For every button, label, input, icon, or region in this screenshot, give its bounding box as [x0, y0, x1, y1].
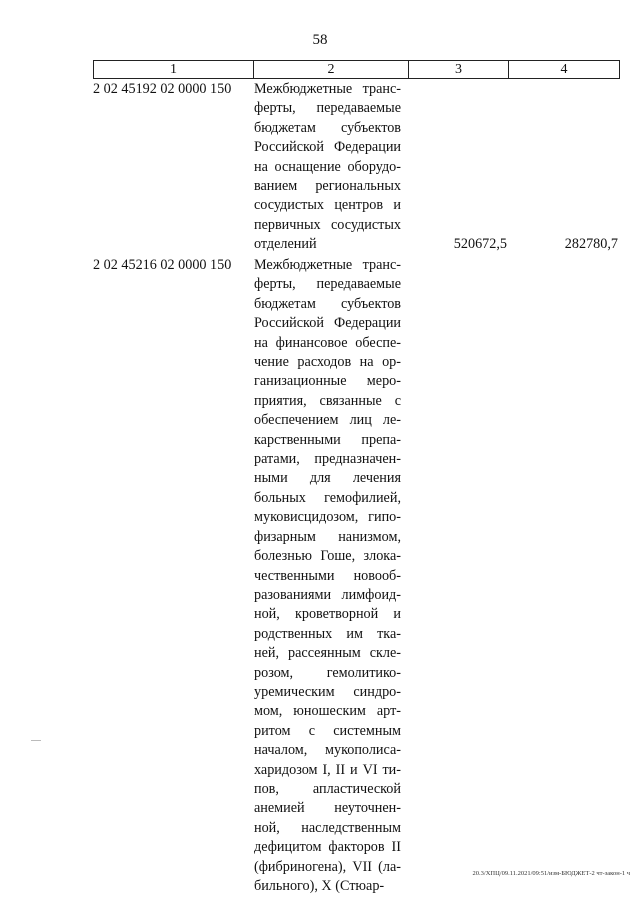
description-line: чественными новооб- — [254, 567, 401, 584]
description-line: ней, рассеянным скле- — [254, 645, 401, 662]
description-line: анемией неуточнен- — [254, 800, 401, 817]
scan-mark — [31, 740, 41, 741]
description-line: Российской Федерации — [254, 315, 401, 332]
description-line: родственных им тка- — [254, 625, 401, 642]
column-header-row — [94, 61, 620, 79]
description-line: отделений — [254, 236, 317, 253]
value-column-4: 282780,7 — [564, 236, 618, 252]
description-line: ратами, предназначен- — [254, 451, 401, 468]
footer-file-stamp: 20.3/ХПЦ/09.11.2021/09:51/изм-БЮДЖЕТ-2 чт-закон-1 ч — [472, 870, 630, 877]
description-line: Российской Федерации — [254, 139, 401, 156]
description-line: пов, апластической — [254, 780, 401, 797]
description-line: на финансовое обеспе- — [254, 334, 401, 351]
item-description — [254, 256, 401, 896]
description-line: сосудистых центров и — [254, 197, 401, 214]
description-line: ферты, передаваемые — [254, 100, 401, 117]
column-header-3: 3 — [409, 61, 509, 79]
description-line: на оснащение оборудо- — [254, 158, 401, 175]
description-line: муковисцидозом, гипо- — [254, 509, 401, 526]
description-line: мом, юношеским арт- — [254, 703, 401, 720]
description-line: разованиями лимфоид- — [254, 586, 401, 603]
column-header-2: 2 — [254, 61, 409, 79]
budget-code: 2 02 45216 02 0000 150 — [93, 257, 232, 273]
column-header-1: 1 — [94, 61, 254, 79]
description-line: ванием региональных — [254, 178, 401, 195]
description-line: ритом с системным — [254, 722, 401, 739]
table-row — [93, 80, 618, 260]
description-line: харидозом I, II и VI ти- — [254, 761, 401, 778]
description-line: ганизационные меро- — [254, 373, 401, 390]
description-line: обеспечением лиц ле- — [254, 412, 401, 429]
description-line: уремическим синдро- — [254, 683, 401, 700]
item-description — [254, 80, 401, 255]
description-line: чение расходов на ор- — [254, 354, 401, 371]
value-column-3: 520672,5 — [453, 236, 507, 252]
description-line: (фибриногена), VII (ла- — [254, 858, 401, 875]
description-line: бюджетам субъектов — [254, 119, 401, 136]
description-line: началом, мукополиса- — [254, 742, 401, 759]
description-line: розом, гемолитико- — [254, 664, 401, 681]
description-line: больных гемофилией, — [254, 489, 401, 506]
description-line: ной, кроветворной и — [254, 606, 401, 623]
description-line: бильного), X (Стюар- — [254, 878, 385, 894]
description-line: карственными препа- — [254, 431, 401, 448]
description-line: ной, наследственным — [254, 819, 401, 836]
column-header-table — [93, 60, 620, 79]
budget-code: 2 02 45192 02 0000 150 — [93, 81, 232, 97]
description-line: ными для лечения — [254, 470, 401, 487]
description-line: болезнью Гоше, злока- — [254, 548, 401, 565]
description-line: физарным нанизмом, — [254, 528, 401, 545]
description-line: Межбюджетные транс- — [254, 257, 401, 273]
column-header-4: 4 — [509, 61, 620, 79]
description-line: бюджетам субъектов — [254, 295, 401, 312]
table-row — [93, 256, 618, 894]
description-line: Межбюджетные транс- — [254, 81, 401, 97]
description-line: дефицитом факторов II — [254, 839, 401, 856]
description-line: ферты, передаваемые — [254, 276, 401, 293]
description-line: первичных сосудистых — [254, 216, 401, 233]
page-number: 58 — [312, 32, 328, 48]
description-line: приятия, связанные с — [254, 392, 401, 409]
